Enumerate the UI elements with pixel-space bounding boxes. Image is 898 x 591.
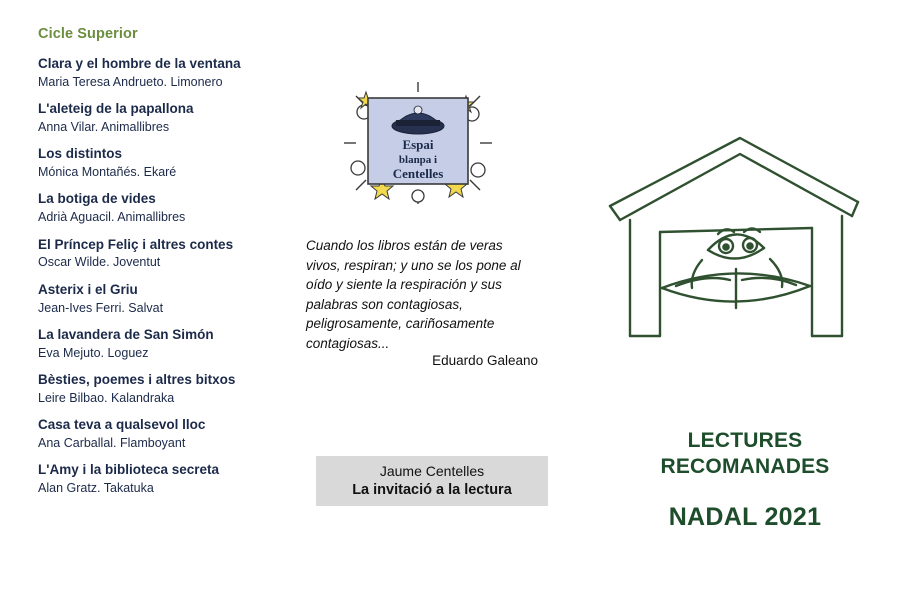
book-title: L'Amy i la biblioteca secreta bbox=[38, 462, 220, 478]
logo-line3: Centelles bbox=[392, 166, 444, 181]
cycle-heading: Cicle Superior bbox=[38, 26, 138, 42]
quote-author: Eduardo Galeano bbox=[432, 353, 538, 368]
list-item bbox=[38, 56, 308, 90]
book-title: La lavandera de San Simón bbox=[38, 326, 214, 342]
author-banner bbox=[316, 456, 548, 506]
headline-line2: RECOMANADES bbox=[660, 454, 830, 478]
book-author: Oscar Wilde. Joventut bbox=[38, 255, 161, 270]
book-title: Los distintos bbox=[38, 146, 122, 162]
book-author: Ana Carballal. Flamboyant bbox=[38, 435, 186, 450]
book-title: L'aleteig de la papallona bbox=[38, 101, 194, 117]
list-item bbox=[38, 372, 308, 406]
book-author: Jean-Ives Ferri. Salvat bbox=[38, 300, 164, 315]
book-title: Asterix i el Griu bbox=[38, 281, 138, 297]
logo-line2: blanpa i bbox=[398, 154, 438, 166]
list-item bbox=[38, 417, 308, 451]
book-title: Clara y el hombre de la ventana bbox=[38, 56, 241, 71]
book-author: Maria Teresa Andrueto. Limonero bbox=[38, 74, 223, 89]
logo-line1: Espai bbox=[402, 137, 434, 152]
book-title: El Príncep Feliç i altres contes bbox=[38, 236, 234, 252]
recommended-books-list bbox=[38, 26, 308, 507]
book-author: Anna Vilar. Animallibres bbox=[38, 120, 170, 134]
house-with-reading-child-illustration bbox=[590, 128, 880, 348]
banner-book-title: La invitació a la lectura bbox=[352, 481, 512, 498]
list-item bbox=[38, 462, 308, 496]
page-title bbox=[600, 428, 890, 532]
book-title: Bèsties, poemes i altres bitxos bbox=[38, 371, 236, 387]
list-item bbox=[38, 146, 308, 180]
book-author: Adrià Aguacil. Animallibres bbox=[38, 210, 186, 225]
list-item bbox=[38, 101, 308, 135]
list-item bbox=[38, 191, 308, 225]
book-title: La botiga de vides bbox=[38, 191, 156, 207]
headline-line1: LECTURES bbox=[687, 429, 803, 452]
book-author: Eva Mejuto. Loguez bbox=[38, 345, 149, 360]
book-title: Casa teva a qualsevol lloc bbox=[38, 417, 206, 432]
list-item bbox=[38, 282, 308, 316]
banner-author-name: Jaume Centelles bbox=[379, 462, 485, 479]
book-author: Leire Bilbao. Kalandraka bbox=[38, 390, 175, 405]
quote-text: Cuando los libros están de veras vivos, respiran; y uno se los pone al oído y siente la respiración y sus palabras son contagiosas, peligrosamente, cariñosamente contagiosas... bbox=[306, 238, 521, 351]
headline-year: NADAL 2021 bbox=[668, 503, 822, 532]
espai-blanpa-logo bbox=[338, 78, 498, 208]
book-author: Mónica Montañés. Ekaré bbox=[38, 165, 177, 180]
book-author: Alan Gratz. Takatuka bbox=[38, 481, 154, 495]
list-item bbox=[38, 327, 308, 361]
list-item bbox=[38, 237, 308, 271]
